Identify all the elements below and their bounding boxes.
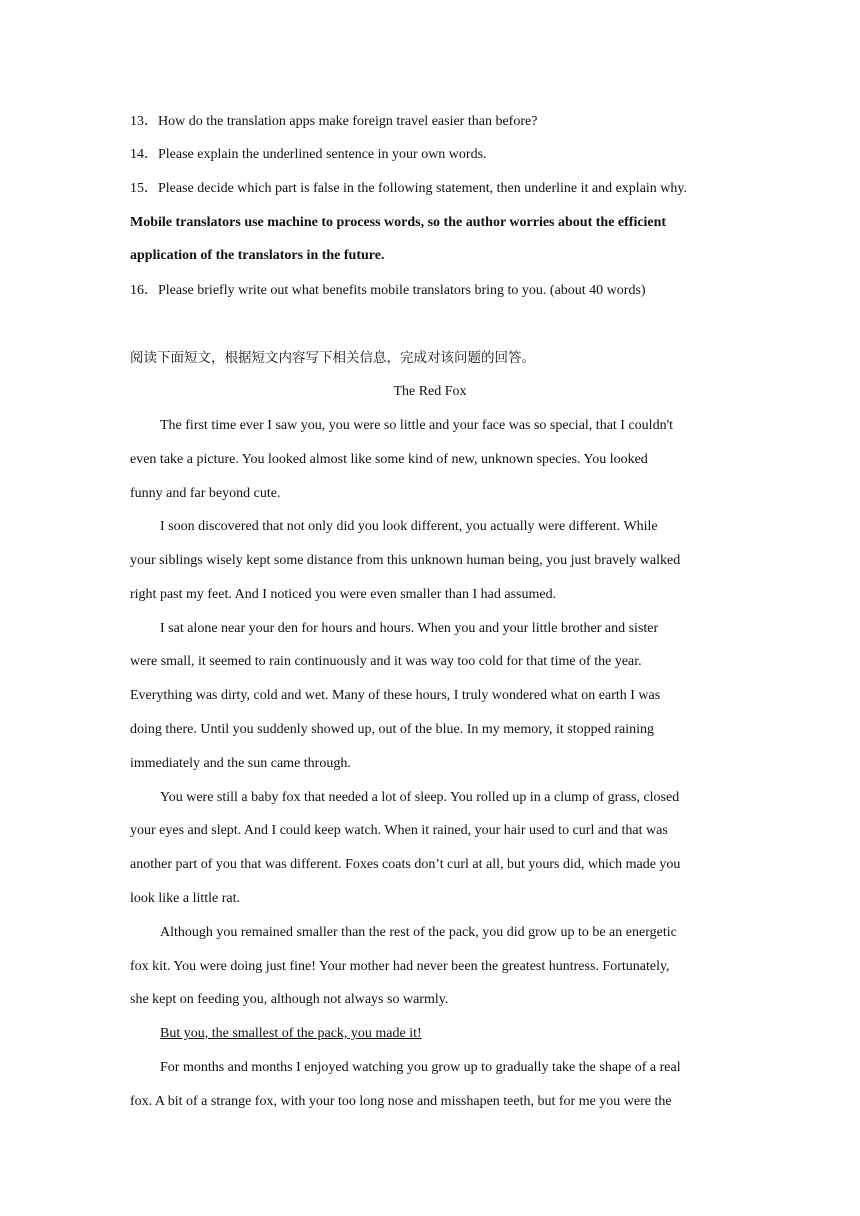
passage-line: were small, it seemed to rain continuously and it was way too cold for that time of the year. bbox=[130, 654, 642, 669]
passage-line: fox kit. You were doing just fine! Your mother had never been the greatest huntress. Fortunately, bbox=[130, 959, 670, 974]
passage-title: The Red Fox bbox=[393, 384, 467, 399]
underlined-sentence: But you, the smallest of the pack, you made it! bbox=[160, 1026, 422, 1041]
reading-instruction: 阅读下面短文，根据短文内容写下相关信息，完成对该问题的回答。 bbox=[130, 350, 535, 366]
question-15-statement-line-1: Mobile translators use machine to process words, so the author worries about the efficient bbox=[130, 215, 667, 230]
passage-line: she kept on feeding you, although not always so warmly. bbox=[130, 992, 449, 1007]
passage-line: immediately and the sun came through. bbox=[130, 756, 351, 771]
passage-line: I soon discovered that not only did you look different, you actually were different. While bbox=[160, 519, 658, 534]
question-15: 15．Please decide which part is false in the following statement, then underline it and explain why. bbox=[130, 181, 687, 196]
question-16: 16．Please briefly write out what benefits mobile translators bring to you. (about 40 words) bbox=[130, 283, 646, 298]
passage-line: doing there. Until you suddenly showed up, out of the blue. In my memory, it stopped raining bbox=[130, 722, 655, 737]
passage-line: You were still a baby fox that needed a lot of sleep. You rolled up in a clump of grass, closed bbox=[160, 790, 680, 805]
passage-line: Although you remained smaller than the rest of the pack, you did grow up to be an energetic bbox=[160, 925, 677, 940]
passage-line: I sat alone near your den for hours and hours. When you and your little brother and sister bbox=[160, 621, 659, 636]
passage-line: right past my feet. And I noticed you were even smaller than I had assumed. bbox=[130, 587, 557, 602]
passage-line: look like a little rat. bbox=[130, 891, 241, 906]
passage-line: fox. A bit of a strange fox, with your too long nose and misshapen teeth, but for me you were the bbox=[130, 1094, 672, 1109]
passage-line: For months and months I enjoyed watching you grow up to gradually take the shape of a real bbox=[160, 1060, 681, 1075]
passage-line: another part of you that was different. Foxes coats don’t curl at all, but yours did, which made you bbox=[130, 857, 681, 872]
question-14: 14．Please explain the underlined sentence in your own words. bbox=[130, 147, 487, 162]
passage-line: even take a picture. You looked almost like some kind of new, unknown species. You looked bbox=[130, 452, 648, 467]
passage-line: The first time ever I saw you, you were so little and your face was so special, that I couldn't bbox=[160, 418, 673, 433]
passage-line: funny and far beyond cute. bbox=[130, 486, 281, 501]
question-15-statement-line-2: application of the translators in the future. bbox=[130, 248, 385, 263]
question-13: 13．How do the translation apps make foreign travel easier than before? bbox=[130, 114, 538, 129]
passage-line: your siblings wisely kept some distance from this unknown human being, you just bravely walked bbox=[130, 553, 681, 568]
passage-line: Everything was dirty, cold and wet. Many of these hours, I truly wondered what on earth I was bbox=[130, 688, 661, 703]
passage-line: your eyes and slept. And I could keep watch. When it rained, your hair used to curl and that was bbox=[130, 823, 668, 838]
